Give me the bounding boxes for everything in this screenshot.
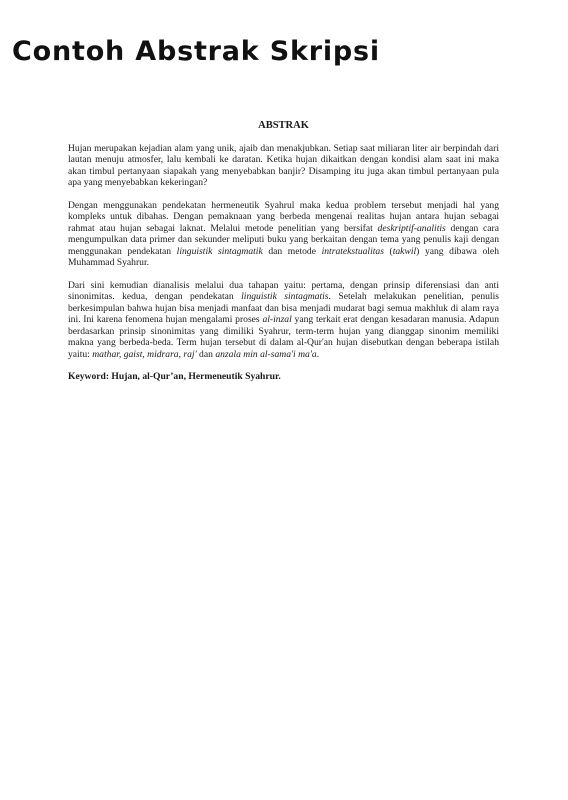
italic-term: linguistik sintagmatik (176, 245, 263, 257)
italic-term: intratekstualitas (321, 245, 384, 257)
abstract-paragraph-2 (68, 200, 499, 269)
paragraph-text: dengan cara mengumpulkan data primer dan sekunder meliputi buku yang berkaitan dengan tema yang penulis kaji dengan menggunakan pendekatan (68, 222, 499, 257)
italic-term: deskriptif-analitis (377, 222, 446, 234)
italic-term: mathar, gaist, midrara, raj' (92, 348, 197, 360)
italic-term: anzala min al-sama'i ma'a (215, 348, 317, 360)
abstract-heading: ABSTRAK (258, 120, 309, 131)
paragraph-text: yang terkait erat dengan kesadaran manusia. Adapun berdasarkan prinsip sinonimitas yang dimiliki Syahrur, term-term hujan yang dianggap sinonim memiliki makna yang berbeda-beda. Term hujan tersebut di dalam al-Qur'an hujan disebutkan dengan beberapa istilah yaitu: (68, 314, 500, 360)
paragraph-text: dan metode (262, 245, 322, 257)
paragraph-text: Hujan merupakan kejadian alam yang unik, ajaib dan menakjubkan. Setiap saat miliaran liter air berpindah dari lautan menuju atmosfer, lalu kembali ke daratan. Ketika hujan dikaitkan dengan kondisi alam saat ini maka akan timbul pertanyaan siapakah yang menyebabkan banjir? Disamping itu juga akan timbul pertanyaan pula apa yang menyebabkan kekeringan? (68, 142, 499, 188)
paragraph-text: Dari sini kemudian dianalisis melalui dua tahapan yaitu: pertama, dengan prinsip diferensiasi dan anti sinonimitas. kedua, dengan pendekatan (68, 279, 499, 302)
paragraph-text: dan (196, 348, 216, 360)
paragraph-text: ( (383, 245, 393, 257)
keyword-line: Keyword: Hujan, al-Qur’an, Hermeneutik Syahrur. (68, 371, 281, 382)
paragraph-text: . Setelah melakukan penelitian, penulis berkesimpulan bahwa hujan bisa menjadi manfaat dan bisa menjadi mudarat bagi semua makhluk di alam raya ini. Ini karena fenomena hujan mengalami proses (68, 291, 499, 325)
paragraph-text: ) yang dibawa oleh Muhammad Syahrur. (68, 245, 499, 268)
paragraph-text: Dengan menggunakan pendekatan hermeneutik Syahrul maka kedua problem tersebut menjadi hal yang kompleks untuk dibahas. Dengan pemaknaan yang berbeda mengenai realitas hujan antara hujan sebagai rahmat atau hujan sebagai laknat. Melalui metode penelitian yang bersifat (68, 199, 499, 234)
abstract-paragraph-1 (68, 143, 499, 189)
abstract-body (68, 143, 499, 361)
paragraph-text: . (316, 348, 320, 360)
italic-term: takwil (392, 245, 417, 257)
italic-term: linguistik sintagmatis (241, 291, 329, 302)
abstract-paragraph-3 (68, 280, 499, 361)
abstract-document (68, 120, 499, 383)
banner-title: Contoh Abstrak Skripsi (12, 36, 380, 67)
italic-term: al-inzal (262, 314, 292, 325)
